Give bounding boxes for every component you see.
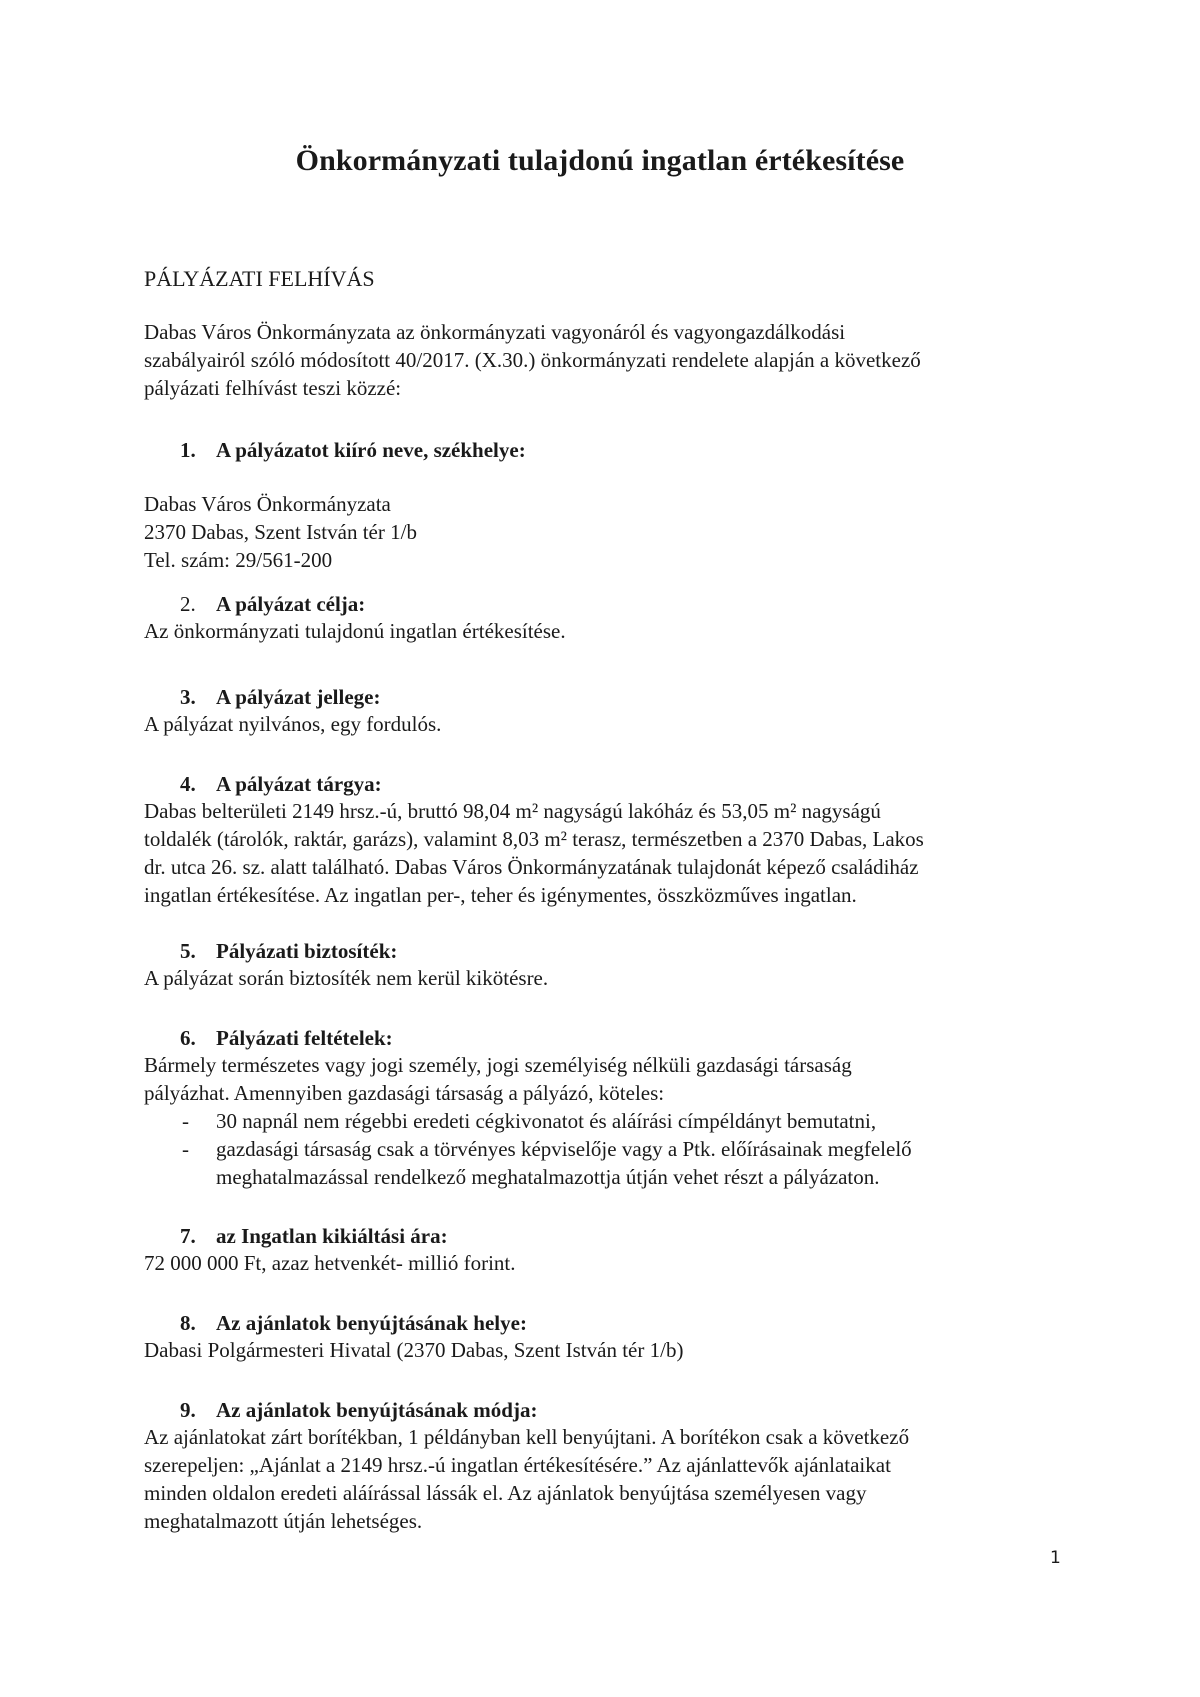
section-heading-1: [180, 436, 526, 464]
intro-line: Dabas Város Önkormányzata az önkormányzati vagyonáról és vagyongazdálkodási: [144, 320, 846, 344]
body-line: Tel. szám: 29/561-200: [144, 548, 333, 572]
section-number: 1.: [180, 438, 196, 462]
body-line: A pályázat során biztosíték nem kerül kikötésre.: [144, 966, 549, 990]
page-title: Önkormányzati tulajdonú ingatlan értékesítése: [295, 144, 905, 177]
section-body-8: [144, 1336, 1064, 1364]
section-body-5: [144, 964, 1064, 992]
section-heading-8: [180, 1309, 527, 1337]
section-heading-9: [180, 1396, 537, 1424]
body-line: pályázhat. Amennyiben gazdasági társaság a pályázó, köteles:: [144, 1081, 665, 1105]
section-title: Az ajánlatok benyújtásának helye:: [216, 1311, 527, 1335]
intro-line: pályázati felhívást teszi közzé:: [144, 376, 402, 400]
body-line: minden oldalon eredeti aláírással lássák el. Az ajánlatok benyújtása személyesen vagy: [144, 1481, 867, 1505]
body-line: ingatlan értékesítése. Az ingatlan per-, teher és igénymentes, összközműves ingatlan.: [144, 883, 857, 907]
body-line: A pályázat nyilvános, egy fordulós.: [144, 712, 442, 736]
section-title: az Ingatlan kikiáltási ára:: [216, 1224, 448, 1248]
section-number: 6.: [180, 1026, 196, 1050]
section-body-4: [144, 797, 1064, 909]
section-number: 3.: [180, 685, 196, 709]
section-heading-2: [180, 590, 365, 618]
section-heading-3: [180, 683, 380, 711]
body-line: 72 000 000 Ft, azaz hetvenkét- millió forint.: [144, 1251, 516, 1275]
section-title: A pályázat tárgya:: [216, 772, 382, 796]
bullet-text: 30 napnál nem régebbi eredeti cégkivonatot és aláírási címpéldányt bemutatni,: [216, 1109, 877, 1133]
intro-paragraph: [144, 318, 1064, 402]
section-body-7: [144, 1249, 1064, 1277]
body-line: Dabas Város Önkormányzata: [144, 492, 391, 516]
section-body-3: [144, 710, 1064, 738]
body-line: toldalék (tárolók, raktár, garázs), valamint 8,03 m² terasz, természetben a 2370 Dabas, Lakos: [144, 827, 924, 851]
bullet-text: gazdasági társaság csak a törvényes képviselője vagy a Ptk. előírásainak megfelelő: [216, 1137, 912, 1161]
section-title: Pályázati biztosíték:: [216, 939, 398, 963]
section-title: Az ajánlatok benyújtásának módja:: [216, 1398, 538, 1422]
bullet-text: meghatalmazással rendelkező meghatalmazottja útján vehet részt a pályázaton.: [216, 1165, 880, 1189]
section-title: A pályázat jellege:: [216, 685, 381, 709]
section-body-1: [144, 490, 1064, 574]
section-title: Pályázati feltételek:: [216, 1026, 393, 1050]
section-number: 5.: [180, 939, 196, 963]
body-line: 2370 Dabas, Szent István tér 1/b: [144, 520, 417, 544]
section-number: 2.: [180, 592, 196, 616]
body-line: szerepeljen: „Ajánlat a 2149 hrsz.-ú ingatlan értékesítésére.” Az ajánlattevők ajánlataikat: [144, 1453, 891, 1477]
section-number: 7.: [180, 1224, 196, 1248]
bullet-dash: -: [182, 1137, 189, 1161]
body-line: meghatalmazott útján lehetséges.: [144, 1509, 423, 1533]
bullet-dash: -: [182, 1109, 189, 1133]
body-line: Dabasi Polgármesteri Hivatal (2370 Dabas, Szent István tér 1/b): [144, 1338, 684, 1362]
section-body-9: [144, 1423, 1064, 1535]
intro-line: szabályairól szóló módosított 40/2017. (X.30.) önkormányzati rendelete alapján a következő: [144, 348, 921, 372]
body-line: Dabas belterületi 2149 hrsz.-ú, bruttó 98,04 m² nagyságú lakóház és 53,05 m² nagyságú: [144, 799, 881, 823]
section-number: 4.: [180, 772, 196, 796]
body-line: dr. utca 26. sz. alatt található. Dabas Város Önkormányzatának tulajdonát képező családiház: [144, 855, 919, 879]
section-title: A pályázat célja:: [216, 592, 366, 616]
section-number: 8.: [180, 1311, 196, 1335]
section-heading-5: [180, 937, 397, 965]
section-body-2: [144, 617, 1064, 645]
section-body-6: [144, 1051, 1064, 1107]
section-title: A pályázatot kiíró neve, székhelye:: [216, 438, 526, 462]
section-heading-6: [180, 1024, 393, 1052]
body-line: Bármely természetes vagy jogi személy, jogi személyiség nélküli gazdasági társaság: [144, 1053, 852, 1077]
section-heading-7: [180, 1222, 448, 1250]
call-heading: PÁLYÁZATI FELHÍVÁS: [144, 266, 375, 291]
section-number: 9.: [180, 1398, 196, 1422]
section-heading-4: [180, 770, 382, 798]
page-number: 1: [1050, 1548, 1061, 1568]
body-line: Az önkormányzati tulajdonú ingatlan értékesítése.: [144, 619, 566, 643]
body-line: Az ajánlatokat zárt borítékban, 1 példányban kell benyújtani. A borítékon csak a következő: [144, 1425, 910, 1449]
